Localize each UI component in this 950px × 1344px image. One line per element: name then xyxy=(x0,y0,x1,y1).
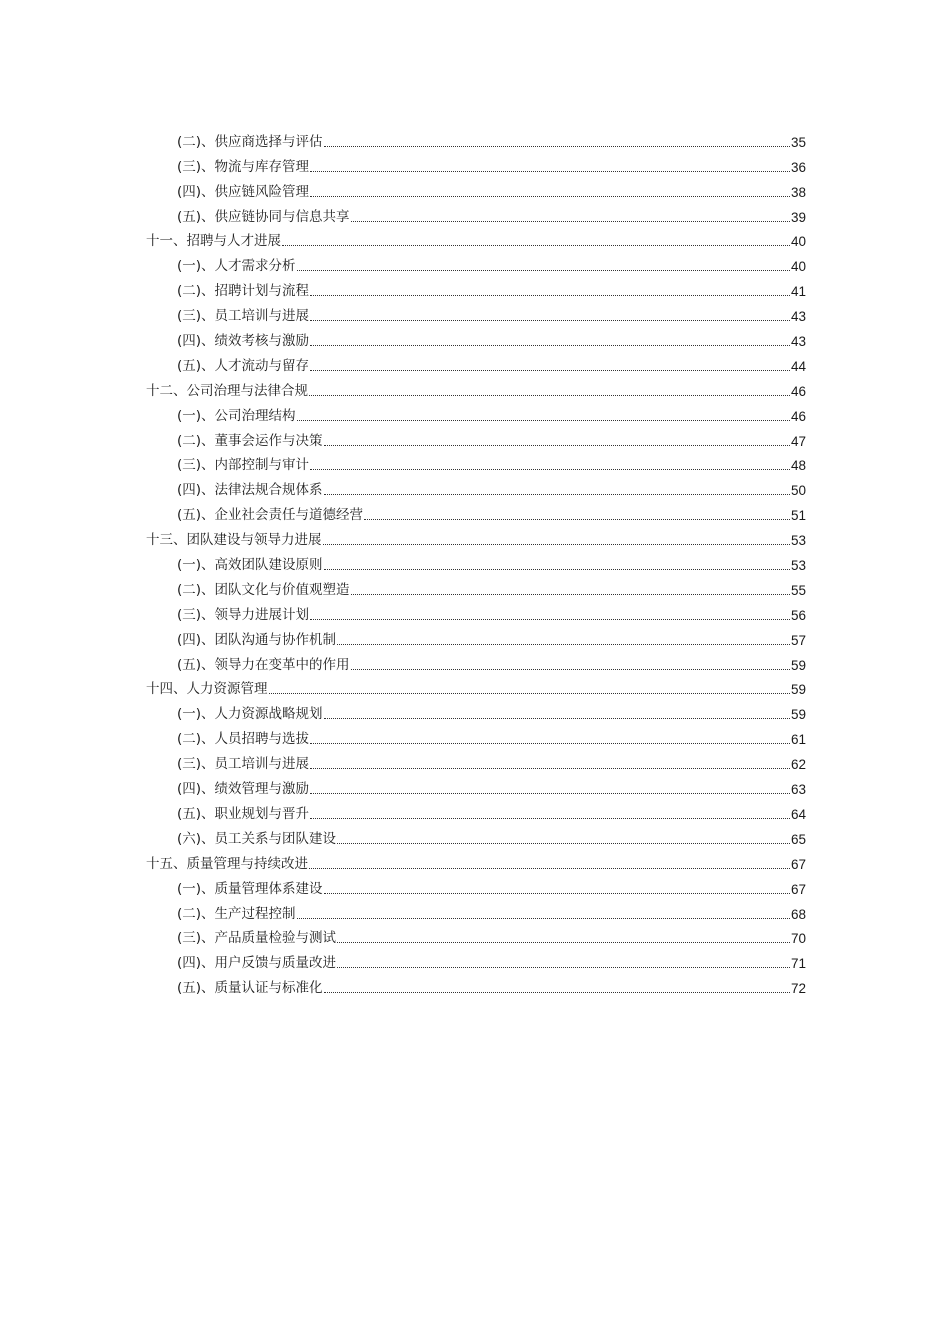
toc-entry-title: (一)、质量管理体系建设 xyxy=(177,880,323,897)
toc-section-entry[interactable] xyxy=(146,151,806,176)
toc-page-number: 43 xyxy=(790,309,806,325)
toc-entry-title: (二)、人员招聘与选拔 xyxy=(177,731,310,748)
toc-entry-title: (三)、领导力进展计划 xyxy=(177,606,310,623)
toc-section-entry[interactable] xyxy=(146,450,806,475)
toc-entry-title: (三)、物流与库存管理 xyxy=(177,158,310,175)
toc-dot-leader xyxy=(310,768,790,769)
toc-page-number: 35 xyxy=(790,134,806,150)
toc-entry-title: (四)、绩效管理与激励 xyxy=(177,781,310,798)
toc-page-number: 40 xyxy=(790,259,806,275)
toc-page-number: 46 xyxy=(790,383,806,399)
toc-section-entry[interactable] xyxy=(146,599,806,624)
toc-dot-leader xyxy=(310,345,790,346)
toc-page-number: 68 xyxy=(790,906,806,922)
toc-section-entry[interactable] xyxy=(146,748,806,773)
toc-entry-title: (六)、员工关系与团队建设 xyxy=(177,830,337,847)
toc-dot-leader xyxy=(310,619,790,620)
toc-entry-title: (一)、公司治理结构 xyxy=(177,407,296,424)
toc-section-entry[interactable] xyxy=(146,250,806,275)
toc-entry-title: (二)、供应商选择与评估 xyxy=(177,133,323,150)
toc-entry-title: 十一、招聘与人才进展 xyxy=(146,233,281,250)
toc-section-entry[interactable] xyxy=(146,300,806,325)
toc-entry-title: (四)、供应链风险管理 xyxy=(177,183,310,200)
toc-section-entry[interactable] xyxy=(146,425,806,450)
toc-page-number: 38 xyxy=(790,184,806,200)
toc-chapter-entry[interactable] xyxy=(146,375,806,400)
toc-page-number: 59 xyxy=(790,657,806,673)
toc-dot-leader xyxy=(337,843,790,844)
toc-page-number: 64 xyxy=(790,806,806,822)
toc-dot-leader xyxy=(310,320,790,321)
toc-page-number: 61 xyxy=(790,732,806,748)
toc-section-entry[interactable] xyxy=(146,649,806,674)
toc-dot-leader xyxy=(324,992,790,993)
toc-entry-title: (一)、高效团队建设原则 xyxy=(177,557,323,574)
toc-page-number: 67 xyxy=(790,881,806,897)
toc-dot-leader xyxy=(323,544,790,545)
toc-entry-title: (四)、绩效考核与激励 xyxy=(177,333,310,350)
toc-entry-title: (四)、团队沟通与协作机制 xyxy=(177,631,337,648)
toc-entry-title: (二)、团队文化与价值观塑造 xyxy=(177,581,350,598)
toc-section-entry[interactable] xyxy=(146,773,806,798)
toc-page-number: 72 xyxy=(790,981,806,997)
toc-entry-title: (三)、产品质量检验与测试 xyxy=(177,930,337,947)
toc-page-number: 59 xyxy=(790,682,806,698)
toc-dot-leader xyxy=(324,494,790,495)
table-of-contents xyxy=(146,126,806,997)
toc-dot-leader xyxy=(324,718,790,719)
toc-dot-leader xyxy=(310,469,790,470)
toc-section-entry[interactable] xyxy=(146,474,806,499)
toc-page-number: 67 xyxy=(790,856,806,872)
toc-section-entry[interactable] xyxy=(146,275,806,300)
toc-section-entry[interactable] xyxy=(146,873,806,898)
toc-entry-title: (四)、法律法规合规体系 xyxy=(177,482,323,499)
toc-section-entry[interactable] xyxy=(146,126,806,151)
toc-page-number: 56 xyxy=(790,607,806,623)
toc-entry-title: (五)、职业规划与晋升 xyxy=(177,805,310,822)
toc-dot-leader xyxy=(282,245,790,246)
toc-dot-leader xyxy=(310,818,790,819)
toc-dot-leader xyxy=(310,743,790,744)
toc-section-entry[interactable] xyxy=(146,698,806,723)
toc-page-number: 55 xyxy=(790,582,806,598)
toc-entry-title: 十四、人力资源管理 xyxy=(146,681,268,698)
toc-entry-title: (五)、领导力在变革中的作用 xyxy=(177,656,350,673)
toc-dot-leader xyxy=(309,395,790,396)
toc-section-entry[interactable] xyxy=(146,201,806,226)
toc-page-number: 53 xyxy=(790,558,806,574)
toc-entry-title: (三)、内部控制与审计 xyxy=(177,457,310,474)
toc-dot-leader xyxy=(297,420,790,421)
toc-page-number: 41 xyxy=(790,284,806,300)
toc-dot-leader xyxy=(297,918,790,919)
toc-section-entry[interactable] xyxy=(146,499,806,524)
toc-dot-leader xyxy=(269,693,790,694)
toc-chapter-entry[interactable] xyxy=(146,226,806,251)
toc-entry-title: (二)、董事会运作与决策 xyxy=(177,432,323,449)
toc-entry-title: 十三、团队建设与领导力进展 xyxy=(146,532,322,549)
toc-page-number: 70 xyxy=(790,931,806,947)
toc-page-number: 57 xyxy=(790,632,806,648)
toc-page-number: 40 xyxy=(790,234,806,250)
toc-dot-leader xyxy=(337,644,790,645)
toc-dot-leader xyxy=(337,942,790,943)
toc-dot-leader xyxy=(337,967,790,968)
toc-page-number: 46 xyxy=(790,408,806,424)
toc-page-number: 50 xyxy=(790,483,806,499)
toc-entry-title: (二)、招聘计划与流程 xyxy=(177,283,310,300)
toc-entry-title: (一)、人力资源战略规划 xyxy=(177,706,323,723)
toc-entry-title: (二)、生产过程控制 xyxy=(177,905,296,922)
toc-page-number: 44 xyxy=(790,358,806,374)
toc-page-number: 47 xyxy=(790,433,806,449)
toc-section-entry[interactable] xyxy=(146,923,806,948)
toc-entry-title: (五)、质量认证与标准化 xyxy=(177,980,323,997)
toc-dot-leader xyxy=(310,370,790,371)
toc-section-entry[interactable] xyxy=(146,898,806,923)
toc-dot-leader xyxy=(324,445,790,446)
toc-section-entry[interactable] xyxy=(146,723,806,748)
toc-dot-leader xyxy=(310,196,790,197)
toc-entry-title: (一)、人才需求分析 xyxy=(177,258,296,275)
toc-entry-title: (五)、供应链协同与信息共享 xyxy=(177,208,350,225)
toc-page-number: 43 xyxy=(790,334,806,350)
toc-dot-leader xyxy=(351,669,790,670)
toc-chapter-entry[interactable] xyxy=(146,848,806,873)
toc-page-number: 36 xyxy=(790,159,806,175)
toc-dot-leader xyxy=(310,295,790,296)
toc-page-number: 48 xyxy=(790,458,806,474)
toc-section-entry[interactable] xyxy=(146,823,806,848)
toc-section-entry[interactable] xyxy=(146,350,806,375)
toc-dot-leader xyxy=(324,893,790,894)
toc-dot-leader xyxy=(324,569,790,570)
toc-entry-title: (三)、员工培训与进展 xyxy=(177,308,310,325)
toc-section-entry[interactable] xyxy=(146,549,806,574)
toc-dot-leader xyxy=(351,221,790,222)
toc-section-entry[interactable] xyxy=(146,947,806,972)
toc-page-number: 65 xyxy=(790,831,806,847)
toc-dot-leader xyxy=(309,868,790,869)
toc-dot-leader xyxy=(351,594,790,595)
toc-page-number: 51 xyxy=(790,508,806,524)
toc-section-entry[interactable] xyxy=(146,574,806,599)
toc-entry-title: (四)、用户反馈与质量改进 xyxy=(177,955,337,972)
toc-section-entry[interactable] xyxy=(146,176,806,201)
toc-page-number: 53 xyxy=(790,533,806,549)
toc-section-entry[interactable] xyxy=(146,624,806,649)
toc-page-number: 63 xyxy=(790,782,806,798)
toc-dot-leader xyxy=(364,519,790,520)
toc-dot-leader xyxy=(310,793,790,794)
toc-page-number: 59 xyxy=(790,707,806,723)
toc-chapter-entry[interactable] xyxy=(146,674,806,699)
toc-section-entry[interactable] xyxy=(146,798,806,823)
toc-section-entry[interactable] xyxy=(146,325,806,350)
toc-chapter-entry[interactable] xyxy=(146,524,806,549)
toc-entry-title: 十二、公司治理与法律合规 xyxy=(146,382,308,399)
toc-dot-leader xyxy=(324,146,790,147)
toc-entry-title: (五)、人才流动与留存 xyxy=(177,357,310,374)
toc-page-number: 62 xyxy=(790,757,806,773)
toc-entry-title: (五)、企业社会责任与道德经营 xyxy=(177,507,364,524)
toc-section-entry[interactable] xyxy=(146,972,806,997)
toc-dot-leader xyxy=(297,270,790,271)
toc-entry-title: (三)、员工培训与进展 xyxy=(177,756,310,773)
toc-page-number: 71 xyxy=(790,956,806,972)
toc-section-entry[interactable] xyxy=(146,400,806,425)
toc-entry-title: 十五、质量管理与持续改进 xyxy=(146,855,308,872)
toc-page-number: 39 xyxy=(790,209,806,225)
toc-dot-leader xyxy=(310,171,790,172)
